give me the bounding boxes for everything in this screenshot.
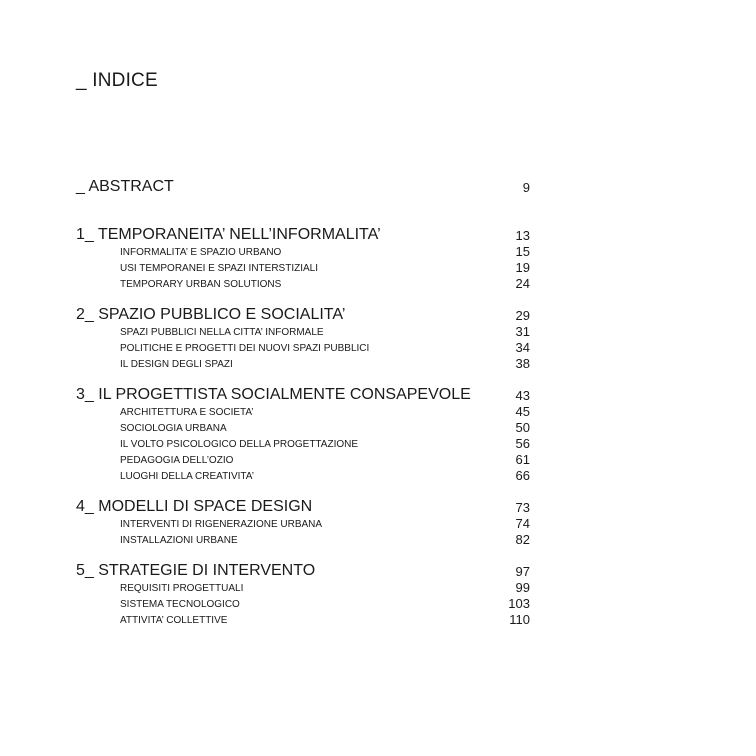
section-page-number: 24 [515, 276, 530, 291]
section-label: INFORMALITA’ E SPAZIO URBANO [120, 247, 282, 258]
section-page-number: 15 [515, 244, 530, 259]
section-label: USI TEMPORANEI E SPAZI INTERSTIZIALI [120, 263, 318, 274]
abstract-page-number: 9 [522, 180, 530, 195]
section-label: REQUISITI PROGETTUALI [120, 583, 244, 594]
list-item [0, 596, 756, 612]
chapter-page-number: 97 [515, 564, 530, 579]
list-item [0, 516, 756, 532]
list-item [0, 276, 756, 292]
list-item [0, 436, 756, 452]
section-label: POLITICHE E PROGETTI DEI NUOVI SPAZI PUBBLICI [120, 343, 370, 354]
section-label: ARCHITETTURA E SOCIETA’ [120, 407, 254, 418]
section-label: IL VOLTO PSICOLOGICO DELLA PROGETTAZIONE [120, 439, 359, 450]
section-page-number: 61 [515, 452, 530, 467]
section-label: INTERVENTI DI RIGENERAZIONE URBANA [120, 519, 323, 530]
section-label: SOCIOLOGIA URBANA [120, 423, 227, 434]
section-label: SPAZI PUBBLICI NELLA CITTA’ INFORMALE [120, 327, 324, 338]
section-page-number: 50 [515, 420, 530, 435]
list-item [0, 580, 756, 596]
chapter-page-number: 43 [515, 388, 530, 403]
section-page-number: 99 [515, 580, 530, 595]
list-item [0, 452, 756, 468]
section-label: SISTEMA TECNOLOGICO [120, 599, 240, 610]
chapter-page-number: 73 [515, 500, 530, 515]
list-item [0, 356, 756, 372]
page-title: _ INDICE [76, 70, 158, 91]
chapter-title: 4_ MODELLI DI SPACE DESIGN [76, 498, 313, 515]
list-item [0, 468, 756, 484]
section-label: PEDAGOGIA DELL’OZIO [120, 455, 234, 466]
section-page-number: 110 [509, 612, 530, 627]
list-item [0, 532, 756, 548]
section-page-number: 56 [515, 436, 530, 451]
section-page-number: 34 [515, 340, 530, 355]
list-item [0, 340, 756, 356]
chapter-title: 5_ STRATEGIE DI INTERVENTO [76, 562, 316, 579]
chapter-title: 2_ SPAZIO PUBBLICO E SOCIALITA’ [76, 306, 346, 323]
chapter-page-number: 13 [515, 228, 530, 243]
list-item [0, 260, 756, 276]
list-item [0, 420, 756, 436]
section-page-number: 82 [515, 532, 530, 547]
section-page-number: 45 [515, 404, 530, 419]
list-item [0, 404, 756, 420]
section-page-number: 66 [515, 468, 530, 483]
section-label: INSTALLAZIONI URBANE [120, 535, 238, 546]
chapter-title: 3_ IL PROGETTISTA SOCIALMENTE CONSAPEVOLE [76, 386, 471, 403]
section-page-number: 74 [515, 516, 530, 531]
abstract-title: _ ABSTRACT [76, 178, 174, 195]
section-page-number: 19 [515, 260, 530, 275]
list-item [0, 612, 756, 628]
section-label: ATTIVITA’ COLLETTIVE [120, 615, 228, 626]
list-item [0, 324, 756, 340]
section-label: TEMPORARY URBAN SOLUTIONS [120, 279, 282, 290]
chapter-title: 1_ TEMPORANEITA’ NELL’INFORMALITA’ [76, 226, 381, 243]
list-item [0, 244, 756, 260]
section-page-number: 103 [508, 596, 530, 611]
section-label: LUOGHI DELLA CREATIVITA’ [120, 471, 254, 482]
section-page-number: 38 [515, 356, 530, 371]
section-label: IL DESIGN DEGLI SPAZI [120, 359, 233, 370]
section-page-number: 31 [515, 324, 530, 339]
chapter-page-number: 29 [515, 308, 530, 323]
